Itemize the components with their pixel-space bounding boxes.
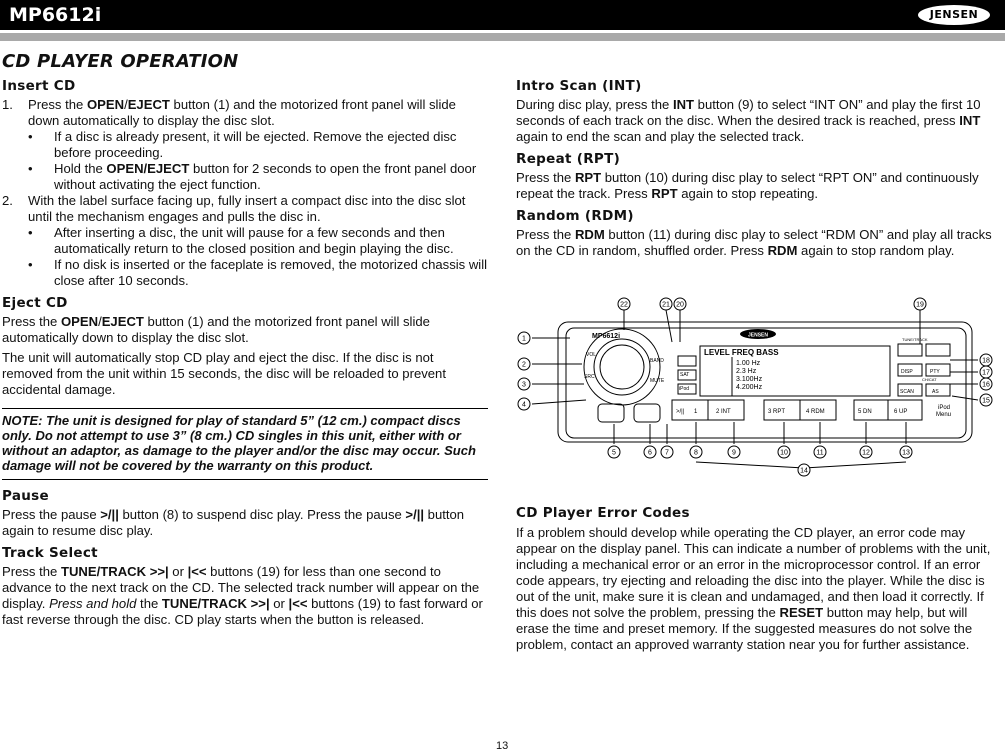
header-bar [0,0,1005,30]
callout-label-20: 20 [676,301,684,309]
track-heading: Track Select [2,545,98,561]
callout-label-4: 4 [522,401,526,409]
insert-bullet-1b: • Hold the OPEN/EJECT button for 2 seconds to open the front panel door without activating the eject function. [28,161,477,192]
right-column [516,78,1002,259]
header-divider [0,33,1005,41]
button-2-int: 2 INT [716,409,731,415]
disp-label: DISP [901,369,913,375]
repeat-para: Press the RPT button (10) during disc play to select “RPT ON” and continuously repeat the track. Press RPT again to stop repeating. [516,170,979,201]
pause-para: Press the pause >/|| button (8) to suspend disc play. Press the pause >/|| button again to resume disc play. [2,507,465,538]
page-number: 13 [496,740,509,752]
jensen-logo: JENSEN [918,5,990,25]
button-6-up: 6 UP [894,409,908,415]
tune-track-label: TUNE/TRACK [902,337,928,342]
button-play-pause: >/|| [676,409,685,415]
display-freq-3: 3.100Hz [736,376,763,383]
note-box: NOTE: The unit is designed for play of standard 5” (12 cm.) compact discs only. Do not attempt to use 3” (8 cm.) CD singles in this unit, either with or without an adaptor, as damage to the player and/or the disc may occur. Such damage will not be covered by the warranty on this product. [2,408,488,480]
knob-mute: MUTE [650,378,665,384]
callout-label-18: 18 [982,357,990,365]
callout-label-22: 22 [620,301,628,309]
callout-label-16: 16 [982,381,990,389]
eject-heading: Eject CD [2,295,68,311]
random-para: Press the RDM button (11) during disc play to select “RDM ON” and play all tracks on the CD in random, shuffled order. Press RDM again to stop random play. [516,227,992,258]
insert-bullet-2a: • After inserting a disc, the unit will pause for a few seconds and then automatically return to the closed position and begin playing the disc. [28,225,454,256]
callout-label-11: 11 [816,449,824,457]
button-4-rdm: 4 RDM [806,409,825,415]
insert-heading: Insert CD [2,78,76,94]
error-section [516,505,1002,653]
callout-label-12: 12 [862,449,870,457]
pty-label: PTY [930,369,940,375]
callout-label-6: 6 [648,449,652,457]
callout-label-7: 7 [665,449,669,457]
track-para: Press the TUNE/TRACK >>| or |<< buttons (19) for less than one second to advance to the next track on the CD. The selected track number will appear on the display. Press and hold the TUNE/TRACK >>| or |<< buttons (19) to fast forward or fast reverse through the disc. CD play starts when the button is released. [2,564,483,627]
callout-label-13: 13 [902,449,910,457]
callout-label-15: 15 [982,397,990,405]
button-3-rpt: 3 RPT [768,409,786,415]
scan-label: SCAN [900,389,914,395]
callout-label-17: 17 [982,369,990,377]
callout-label-2: 2 [522,361,526,369]
callout-label-21: 21 [662,301,670,309]
page-title: CD PLAYER OPERATION [2,51,239,72]
model-label: MP6612i [9,4,102,26]
eject-para-2: The unit will automatically stop CD play and eject the disc. If the disc is not removed from the unit within 15 seconds, the disc will be reloaded to prevent accidental damage. [2,350,446,397]
as-label: AS [932,389,939,395]
insert-step-2: 2. With the label surface facing up, fully insert a compact disc into the disc slot until the mechanism engages and pulls the disc in. [2,193,466,224]
button-5-dn: 5 DN [858,409,872,415]
insert-bullet-2b: • If no disk is inserted or the faceplate is removed, the motorized chassis will close after 10 seconds. [28,257,488,288]
display-freq-2: 2.3 Hz [736,368,757,375]
display-freq-1: 1.00 Hz [736,360,761,367]
callout-label-10: 10 [780,449,788,457]
faceplate-diagram [510,292,1005,482]
display-text: LEVEL FREQ BASS [704,348,779,357]
intro-para: During disc play, press the INT button (9) to select “INT ON” and play the first 10 seconds of each track on the disc. When the desired track is reached, press INT again to end the scan and play the selected track. [516,97,981,144]
callout-label-5: 5 [612,449,616,457]
icon-ipod: iPod [679,386,690,392]
callout-label-19: 19 [916,301,924,309]
ch-cat-label: CH/CAT [922,377,937,382]
errors-para: If a problem should develop while operating the CD player, an error code may appear on the display panel. This can indicate a number of problems with the unit, including a mechanical error or an error in the microprocessor control. If an error code appears, try ejecting and reloading the disc into the player. While the disc is out of the unit, make sure it is clean and undamaged, and then load it correctly. If this does not solve the problem, pressing the RESET button may help, but will erase the time and preset memory. If the suggested measures do not solve the problem, contact an approved warranty station near you for further assistance. [516,525,991,652]
diagram-model-label: MP6612i [592,333,621,340]
random-heading: Random (RDM) [516,208,634,224]
left-column [2,78,488,628]
callout-label-8: 8 [694,449,698,457]
callout-label-14: 14 [800,467,808,475]
menu-label: Menu [936,412,952,418]
knob-vol: VOL [586,352,597,358]
intro-heading: Intro Scan (INT) [516,78,642,94]
callout-label-9: 9 [732,449,736,457]
button-1: 1 [694,409,698,415]
callout-label-1: 1 [522,335,526,343]
insert-bullet-1a: • If a disc is already present, it will be ejected. Remove the ejected disc before proceeding. [28,129,457,160]
errors-heading: CD Player Error Codes [516,505,690,521]
knob-band: BAND [650,358,664,364]
repeat-heading: Repeat (RPT) [516,151,621,167]
knob-src: SRC [584,374,595,380]
icon-sat: SAT [680,372,690,378]
callout-label-3: 3 [522,381,526,389]
pause-heading: Pause [2,488,49,504]
diagram-brand-label: JENSEN [747,332,769,339]
display-freq-4: 4.200Hz [736,384,763,391]
insert-step-1: 1. Press the OPEN/EJECT button (1) and the motorized front panel will slide down automatically to display the disc slot. [2,97,456,128]
ipod-label: iPod [938,405,951,411]
eject-para-1: Press the OPEN/EJECT button (1) and the motorized front panel will slide automatically down to display the disc slot. [2,314,430,345]
